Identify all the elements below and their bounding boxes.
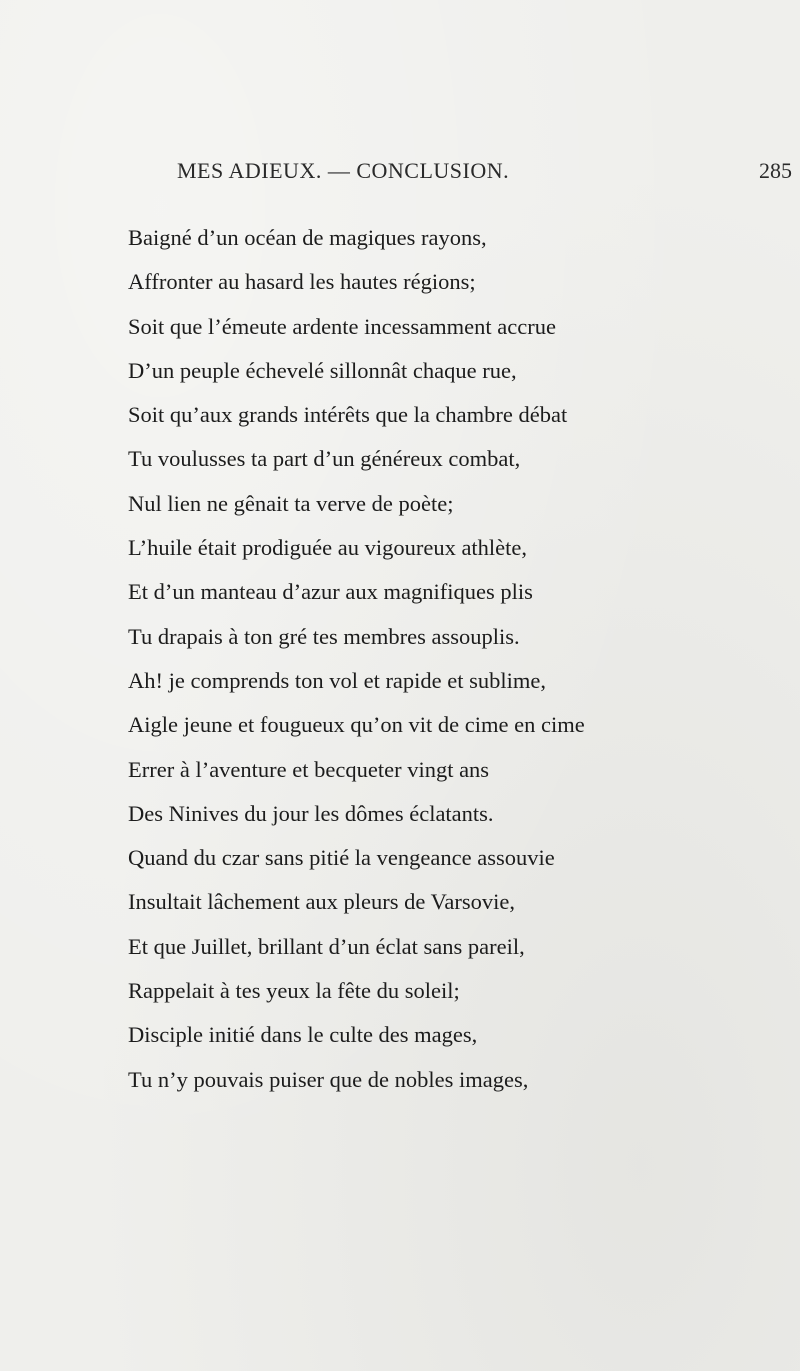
verse-line: Soit qu’aux grands intérêts que la chambre débat xyxy=(128,402,568,428)
verse-line: L’huile était prodiguée au vigoureux athlète, xyxy=(128,535,528,561)
verse-line: Affronter au hasard les hautes régions; xyxy=(128,269,476,295)
verse-line: Quand du czar sans pitié la vengeance assouvie xyxy=(128,845,555,871)
verse-line: D’un peuple échevelé sillonnât chaque rue, xyxy=(128,357,517,383)
verse-line: Et d’un manteau d’azur aux magnifiques plis xyxy=(128,579,533,605)
page-number: 285 xyxy=(759,158,792,183)
verse-line: Nul lien ne gênait ta verve de poète; xyxy=(128,490,454,516)
verse-line: Des Ninives du jour les dômes éclatants. xyxy=(128,800,494,826)
verse-line: Rappelait à tes yeux la fête du soleil; xyxy=(128,978,460,1004)
running-title: MES ADIEUX. — CONCLUSION. xyxy=(177,158,510,183)
running-header xyxy=(128,158,798,194)
poem-body xyxy=(128,216,788,1102)
verse-line: Soit que l’émeute ardente incessamment accrue xyxy=(128,313,556,339)
verse-line: Tu voulusses ta part d’un généreux combat, xyxy=(128,446,521,472)
verse-line: Aigle jeune et fougueux qu’on vit de cime en cime xyxy=(128,712,585,738)
verse-line: Ah! je comprends ton vol et rapide et sublime, xyxy=(128,667,547,693)
verse-line: Disciple initié dans le culte des mages, xyxy=(128,1022,478,1048)
verse-line: Et que Juillet, brillant d’un éclat sans pareil, xyxy=(128,933,525,959)
verse-line: Errer à l’aventure et becqueter vingt ans xyxy=(128,756,490,782)
verse-line: Tu drapais à ton gré tes membres assouplis. xyxy=(128,623,520,649)
verse-line: Tu n’y pouvais puiser que de nobles images, xyxy=(128,1066,529,1092)
verse-line: Insultait lâchement aux pleurs de Varsovie, xyxy=(128,889,515,915)
verse-line: Baigné d’un océan de magiques rayons, xyxy=(128,225,487,250)
